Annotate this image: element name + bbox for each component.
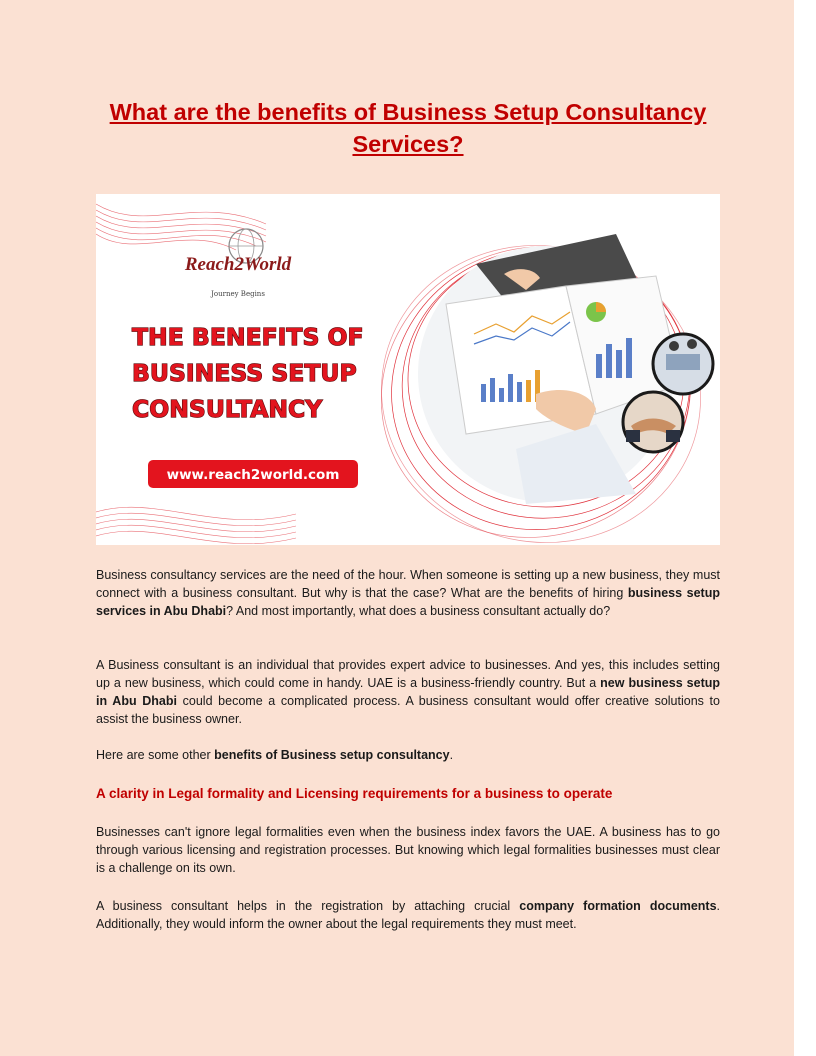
logo-tagline: Journey Begins	[211, 290, 265, 298]
bold-phrase: business setup services in Abu Dhabi	[96, 586, 720, 618]
page-title: What are the benefits of Business Setup Consultancy Services?	[109, 99, 707, 157]
headline-line-3: CONSULTANCY	[132, 395, 323, 423]
paragraph-registration: A business consultant helps in the registration by attaching crucial company formation documents. Additionally, they would inform the owner about the legal requirements they must meet.	[96, 899, 720, 931]
url-pill	[148, 460, 358, 488]
decorative-waves-top	[96, 204, 266, 250]
handshake-inset-photo	[623, 392, 683, 452]
paragraph-consultant-definition: A Business consultant is an individual that provides expert advice to businesses. And yes, this includes setting up a new business, which could come in handy. UAE is a business-friendly country. But a new business setup in Abu Dhabi could become a complicated process. A business consultant would offer creative solutions to assist the business owner.	[96, 658, 721, 726]
logo-text: Reach2World	[184, 254, 292, 275]
bold-phrase: new business setup in Abu Dhabi	[96, 676, 721, 708]
banner-image	[96, 194, 720, 545]
paragraph-legal-formalities: Businesses can't ignore legal formalities even when the business index favors the UAE. A business has to go through various licensing and registration processes. But knowing which legal formalities businesses must clear is a challenge on its own.	[96, 825, 720, 875]
url-text: www.reach2world.com	[166, 467, 340, 483]
bold-phrase: benefits of Business setup consultancy	[214, 748, 450, 762]
paragraph-intro: Business consultancy services are the need of the hour. When someone is setting up a new business, they must connect with a business consultant. But why is that the case? What are the benefits of hiring business setup services in Abu Dhabi? And most importantly, what does a business consultant actually do?	[96, 568, 720, 618]
headline-line-2: BUSINESS SETUP	[132, 359, 357, 387]
section-heading-legal: A clarity in Legal formality and Licensing requirements for a business to operate	[96, 786, 613, 801]
paragraph-benefits-lead: Here are some other benefits of Business setup consultancy.	[96, 748, 454, 762]
decorative-waves-bottom	[96, 507, 296, 544]
banner-headline	[132, 323, 364, 423]
headline-line-1: THE BENEFITS OF	[132, 323, 364, 351]
business-photo	[418, 234, 681, 504]
meeting-inset-photo	[653, 334, 713, 394]
bold-phrase: company formation documents	[519, 899, 717, 913]
